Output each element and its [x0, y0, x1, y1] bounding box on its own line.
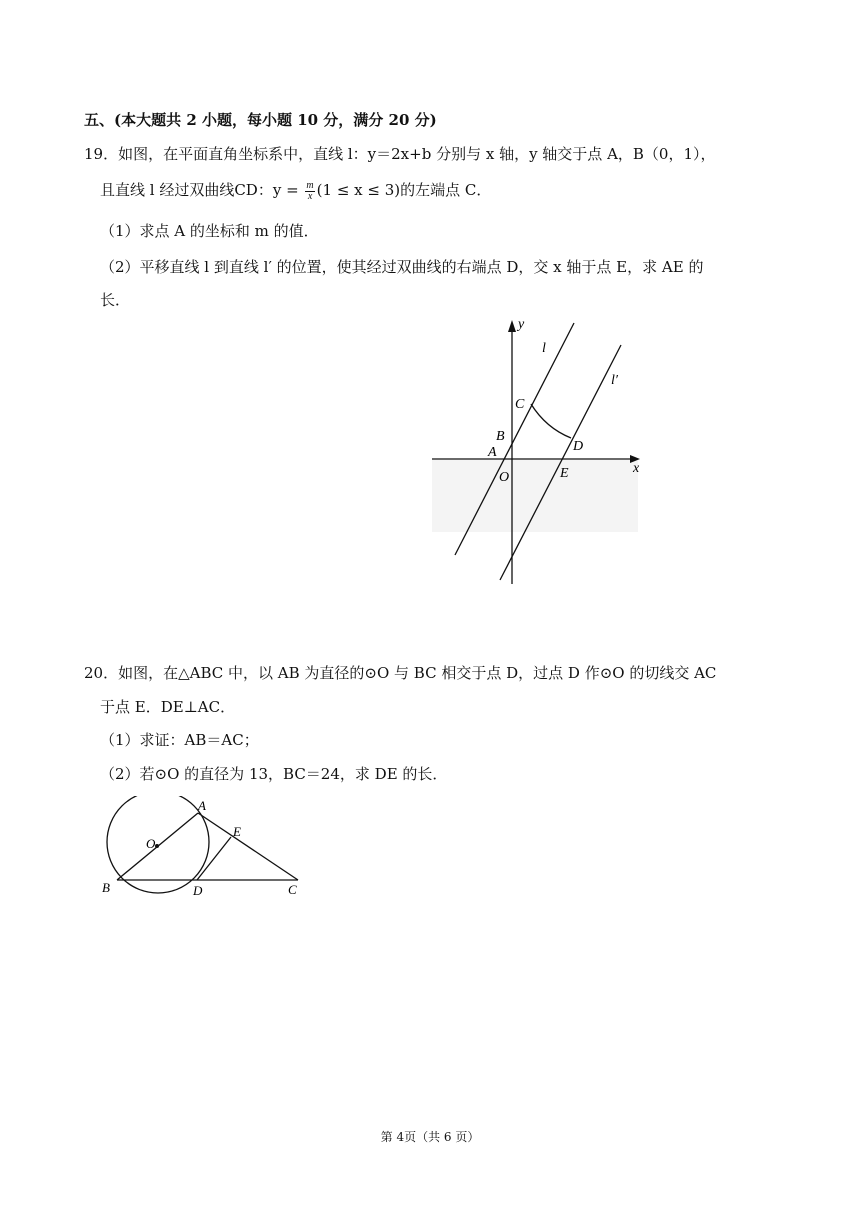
- fig19-label-l-prime: l′: [611, 373, 618, 388]
- q20-part1: （1）求证：AB＝AC；: [100, 731, 259, 749]
- section-header: 五、(本大题共 2 小题，每小题 10 分，满分 20 分): [84, 111, 437, 129]
- q19-figure: [428, 312, 648, 592]
- page-footer: 第 4页（共 6 页）: [380, 1130, 480, 1144]
- fig20-label-o: O: [146, 836, 156, 851]
- fig19-label-y: y: [518, 317, 525, 332]
- q19-line2-b: (1 ≤ x ≤ 3)的左端点 C．: [316, 181, 492, 199]
- fig20-label-a: A: [198, 798, 206, 813]
- q19-frac-num: m: [306, 179, 314, 191]
- q19-part2-line1: （2）平移直线 l 到直线 l′ 的位置，使其经过双曲线的右端点 D，交 x 轴于点 E，求 AE 的: [100, 258, 704, 276]
- fig20-segment-de: [197, 837, 231, 880]
- fig19-label-e: E: [560, 466, 569, 481]
- fig19-label-d: D: [573, 439, 584, 454]
- fig19-label-x: x: [633, 461, 640, 476]
- fig19-hyperbola-arc: [531, 404, 571, 438]
- fig20-center-dot: [155, 844, 159, 848]
- q19-frac-den: x: [307, 190, 313, 202]
- fig19-shaded-region: [432, 460, 638, 532]
- q19-line1: 19．如图，在平面直角坐标系中，直线 l：y＝2x+b 分别与 x 轴，y 轴交于点 A，B（0，1），: [84, 145, 716, 163]
- fig19-label-l: l: [542, 341, 546, 356]
- q20-line1: 20．如图，在△ABC 中，以 AB 为直径的⊙O 与 BC 相交于点 D，过点 D 作⊙O 的切线交 AC: [84, 664, 717, 682]
- fig20-label-d: D: [193, 883, 203, 898]
- q19-part2-line2: 长．: [100, 291, 131, 309]
- fig19-y-arrow-icon: [508, 320, 516, 332]
- fig20-label-c: C: [288, 882, 297, 897]
- fig20-segment-ac: [198, 813, 298, 880]
- fig20-label-e: E: [233, 824, 241, 839]
- fig19-label-a: A: [488, 445, 497, 460]
- q19-line2: [100, 180, 491, 202]
- q19-part1: （1）求点 A 的坐标和 m 的值．: [100, 222, 319, 240]
- q20-figure: [96, 796, 312, 900]
- q20-line2: 于点 E．DE⊥AC．: [100, 698, 236, 716]
- fig20-label-b: B: [102, 880, 110, 895]
- q19-fraction: [305, 181, 314, 202]
- fig19-label-b: B: [496, 429, 505, 444]
- fig19-label-o: O: [499, 470, 510, 485]
- q19-line2-a: 且直线 l 经过双曲线CD：y =: [100, 181, 304, 199]
- fig19-label-c: C: [515, 397, 525, 412]
- q20-part2: （2）若⊙O 的直径为 13，BC＝24，求 DE 的长．: [100, 765, 448, 783]
